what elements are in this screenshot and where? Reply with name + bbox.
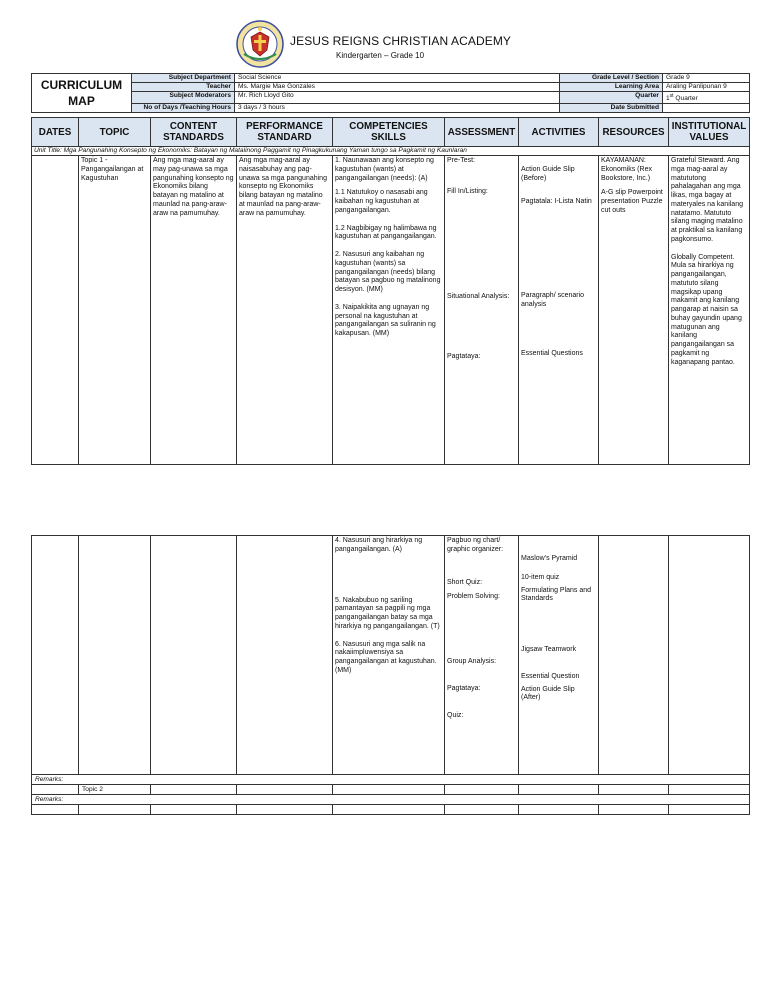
column-header-content-standards: CONTENT STANDARDS	[151, 118, 237, 147]
table-row	[32, 785, 750, 795]
table-row	[32, 156, 750, 465]
activity-item: Essential Question	[521, 672, 580, 680]
moderators-value: Mr. Rich Lloyd Gito	[235, 92, 560, 104]
activity-item: Maslow's Pyramid	[521, 555, 578, 562]
moderators-label: Subject Moderators	[132, 92, 235, 104]
activity-item: Action Guide Slip (After)	[521, 685, 575, 702]
curriculum-map-table	[31, 117, 750, 465]
competencies-cell	[333, 156, 445, 465]
activity-item: Action Guide Slip (Before)	[521, 166, 575, 182]
assessment-cell	[445, 536, 519, 775]
school-name: JESUS REIGNS CHRISTIAN ACADEMY	[290, 34, 512, 48]
curriculum-map-title: CURRICULUM MAP	[32, 74, 132, 113]
activity-item: Formulating Plans and Standards	[521, 586, 592, 603]
document-header	[0, 20, 768, 70]
assessment-item: Problem Solving:	[447, 593, 500, 601]
quarter-label: Quarter	[560, 92, 663, 104]
assessment-cell	[445, 156, 519, 465]
institutional-values-cell	[669, 536, 750, 775]
competency-item: 2. Nasusuri ang kaibahan ng kagustuhan (wants) sa pangangailangan (needs) bilang batayan sa pagbuo ng matalinong desisyon. (MM)	[335, 251, 441, 293]
activities-cell	[519, 156, 599, 465]
competency-item: 6. Nasusuri ang mga salik na nakaiimpluwensiya sa pangangailangan at kagustuhan. (MM)	[335, 640, 437, 674]
teacher-value: Ms. Margie Mae Gonzales	[235, 83, 560, 92]
grade-level-value: Grade 9	[663, 74, 750, 83]
resource-item: KAYAMANAN: Ekonomiks (Rex Bookstore, Inc.)	[601, 157, 652, 182]
column-header-institutional-values: INSTITUTIONAL VALUES	[669, 118, 750, 147]
content-standards-cell: Ang mga mag-aaral ay may pag-unawa sa mga pangunahing konsepto ng Ekonomiks bilang batayan ng matalino at maunlad na pang-araw-araw na pamumuhay.	[151, 156, 237, 465]
value-item: Globally Competent. Mula sa hirarkiya ng pangangailangan, matututo silang magsikap upang makamit ang kanilang pangarap at naisin sa buhay gayundin upang matugunan ang kanilang pangangailangan sa pagkamit ng kaganapang pantao.	[671, 253, 742, 366]
column-header-resources: RESOURCES	[599, 118, 669, 147]
assessment-item: Group Analysis:	[447, 658, 497, 665]
school-seal-icon	[236, 20, 284, 68]
subject-department-label: Subject Department	[132, 74, 235, 83]
competency-item: 1. Naunawaan ang konsepto ng kagustuhan (wants) at pangangailangan (needs): (A)	[335, 157, 434, 182]
assessment-item: Short Quiz:	[447, 578, 483, 586]
column-header-assessment: ASSESSMENT	[445, 118, 519, 147]
resource-item: A-G slip Powerpoint presentation Puzzle cut outs	[601, 189, 663, 214]
teacher-label: Teacher	[132, 83, 235, 92]
dates-cell	[32, 536, 79, 775]
school-levels: Kindergarten – Grade 10	[336, 51, 425, 60]
remarks-row: Remarks:	[32, 795, 750, 805]
assessment-item: Pre-Test:	[447, 157, 476, 164]
date-submitted-label: Date Submitted	[560, 104, 663, 113]
assessment-item: Pagbuo ng chart/ graphic organizer:	[447, 537, 504, 553]
table-row	[32, 536, 750, 775]
assessment-item: Fill In/Listing:	[447, 187, 488, 195]
topic-cell	[79, 536, 151, 775]
competency-item: 4. Nasusuri ang hirarkiya ng pangangailangan. (A)	[335, 537, 423, 553]
resources-cell	[599, 536, 669, 775]
teaching-hours-value: 3 days / 3 hours	[235, 104, 560, 113]
competency-item: 1.1 Natutukoy o nasasabi ang kaibahan ng kagustuhan at pangangailangan.	[335, 189, 428, 214]
topic-cell: Topic 2	[79, 785, 151, 795]
activity-item: 10-item quiz	[521, 573, 560, 581]
activities-cell	[519, 536, 599, 775]
competency-item: 1.2 Nagbibigay ng halimbawa ng kagustuhan at pangangailangan.	[335, 224, 437, 241]
institutional-values-cell	[669, 156, 750, 465]
performance-standard-cell: Ang mga mag-aaral ay naisasabuhay ang pag-unawa sa mga pangunahing konsepto ng Ekonomiks bilang batayan ng matalino at maunlad na pang-araw-araw na pamumuhay.	[237, 156, 333, 465]
assessment-item: Quiz:	[447, 711, 464, 719]
activity-item: Essential Questions	[521, 349, 583, 357]
column-header-topic: TOPIC	[79, 118, 151, 147]
curriculum-info-table	[31, 73, 750, 113]
dates-cell	[32, 785, 79, 795]
column-header-activities: ACTIVITIES	[519, 118, 599, 147]
assessment-item: Pagtataya:	[447, 353, 481, 361]
resources-cell	[599, 156, 669, 465]
assessment-item: Pagtataya:	[447, 684, 481, 692]
activity-item: Pagtatala: I-Lista Natin	[521, 197, 592, 205]
subject-department-value: Social Science	[235, 74, 560, 83]
curriculum-map-table-continued	[31, 535, 750, 815]
column-header-dates: DATES	[32, 118, 79, 147]
unit-title: Unit Title: Mga Pangunahing Konsepto ng Ekonomiks: Batayan ng Matalinong Paggamit ng Pinagkukunang Yaman tungo sa Pagkamit ng Kaunlaran	[32, 147, 750, 156]
competencies-cell	[333, 536, 445, 775]
column-header-performance-standard: PERFORMANCE STANDARD	[237, 118, 333, 147]
grade-level-label: Grade Level / Section	[560, 74, 663, 83]
activity-item: Jigsaw Teamwork	[521, 646, 577, 653]
assessment-item: Situational Analysis:	[447, 292, 510, 300]
competency-item: 5. Nakabubuo ng sariling pamantayan sa pagpili ng mga pangangailangan batay sa mga hirarkiya ng pangangailangan. (T)	[335, 596, 440, 630]
topic-cell: Topic 1 - Pangangailangan at Kagustuhan	[79, 156, 151, 465]
learning-area-value: Araling Panlipunan 9	[663, 83, 750, 92]
teaching-hours-label: No of Days /Teaching Hours	[132, 104, 235, 113]
content-standards-cell	[151, 536, 237, 775]
learning-area-label: Learning Area	[560, 83, 663, 92]
quarter-value: 1st Quarter	[663, 92, 750, 104]
value-item: Grateful Steward. Ang mga mag-aaral ay matututong pahalagahan ang mga likas, mga bagay at materyales na kanilang natatamo. Matututo silang maging matalino at praktikal sa kanilang pagkonsumo.	[671, 157, 743, 243]
column-header-competencies: COMPETENCIES SKILLS	[333, 118, 445, 147]
competency-item: 3. Naipakikita ang ugnayan ng personal na kagustuhan at pangangailangan sa suliranin ng kakapusan. (MM)	[335, 303, 436, 337]
dates-cell	[32, 156, 79, 465]
date-submitted-value	[663, 104, 750, 113]
remarks-row: Remarks:	[32, 775, 750, 785]
table-row	[32, 805, 750, 815]
activity-item: Paragraph/ scenario analysis	[521, 292, 585, 308]
performance-standard-cell	[237, 536, 333, 775]
